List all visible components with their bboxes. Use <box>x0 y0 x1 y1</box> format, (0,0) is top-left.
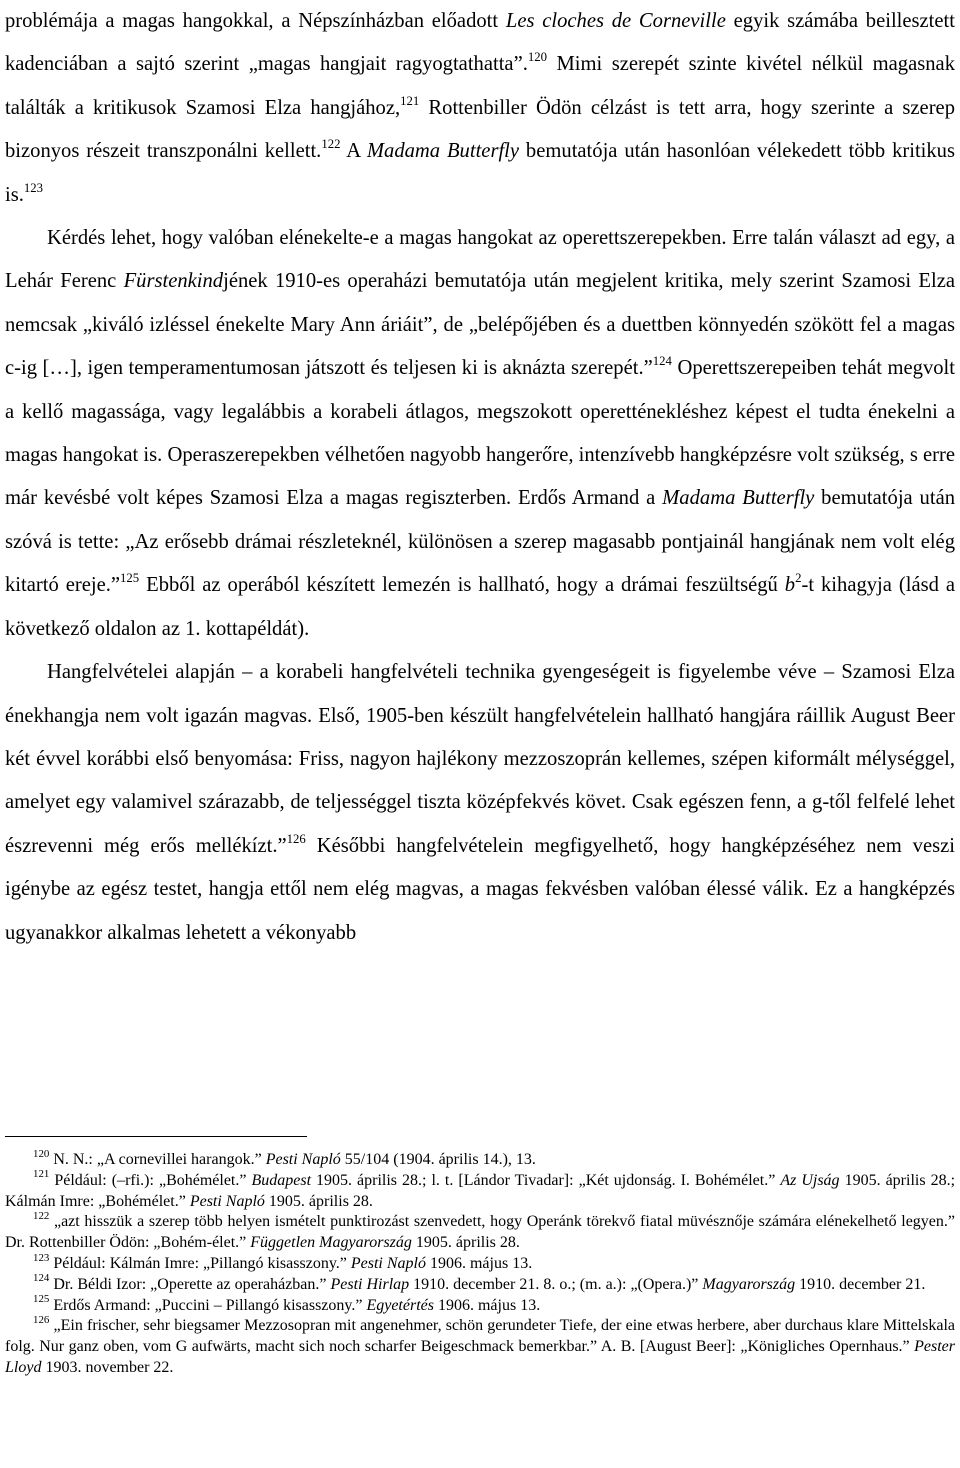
work-title: Madama Butterfly <box>366 140 520 163</box>
source-title: Egyetértés <box>366 1296 434 1314</box>
footnote-separator <box>5 1136 307 1137</box>
footnote-number: 125 <box>33 1293 50 1306</box>
octave-superscript: 2 <box>795 571 802 586</box>
source-title: Magyarország <box>702 1275 796 1293</box>
text-run: bemutatója után szóvá is tette: „Az erősebb drámai részleteknél, különösen a szerep magasabb pontjainál hangjának nem volt elég kitartó ereje.” <box>5 487 956 597</box>
footnote-ref-126[interactable]: 126 <box>286 831 306 846</box>
footnote-ref-122[interactable]: 122 <box>321 137 341 152</box>
footnote-123 <box>5 1251 955 1275</box>
footnote-121 <box>5 1168 956 1213</box>
text-run: 1903. november 22. <box>41 1358 174 1376</box>
footnote-number: 120 <box>33 1147 50 1160</box>
text-run: Ebből az operából készített lemezén is hallható, hogy a drámai feszültségű <box>139 574 785 597</box>
footnote-124 <box>5 1272 955 1296</box>
text-run: 1905. április 28.; Kálmán Imre: „Bohémélet.” <box>5 1171 956 1210</box>
body-text <box>5 0 955 955</box>
note-name: b <box>784 574 796 597</box>
paragraph-2 <box>5 217 955 651</box>
source-title: Pesti Napló <box>350 1254 426 1272</box>
text-run: „Ein frischer, sehr biegsamer Mezzosopran mit angenehmer, schön gerundeter Tiefe, der eine etwas herbere, aber durchaus klare Mittelskala folg. Nur ganz oben, vom G aufwärts, macht sich noch scharfer Beigeschmack bemerkbar.” A. B. [August Beer]: „Königliches Opernhaus.” <box>5 1317 955 1356</box>
text-run: 1905. április 28. <box>264 1192 373 1210</box>
work-title: Les cloches de Corneville <box>505 10 726 32</box>
footnote-ref-121[interactable]: 121 <box>400 93 420 108</box>
text-run: 1906. május 13. <box>433 1296 541 1314</box>
source-title: Független Magyarország <box>250 1234 412 1252</box>
text-run: jének 1910-es operaházi bemutatója után megjelent kritika, mely szerint Szamosi Elza nemcsak „kiváló izléssel énekelte Mary Ann áriáit”, de „belépőjében és a duettben könnyedén szökött fel a magas c-ig […], igen temperamentumosan játszott és teljesen ki is aknázta szerepét.” <box>5 270 955 380</box>
footnote-number: 123 <box>33 1251 50 1264</box>
source-title: Az Ujság <box>780 1171 840 1189</box>
paragraph-1 <box>5 0 955 217</box>
text-run: 1906. május 13. <box>425 1254 533 1272</box>
text-run: Például: (–rfi.): „Bohémélet.” <box>49 1171 252 1189</box>
text-run: Operettszerepeiben tehát megvolt a kellő magassága, vagy legalábbis a korabeli átlagos, megszokott operetténekléshez képest el tudta énekelni a magas hangokat is. Operaszerepekben vélhetően nagyobb hangerőre, intenzívebb hangképzésre volt szükség, s erre már kevésbé volt képes Szamosi Elza a magas regiszterben. Erdős Armand a <box>5 357 955 510</box>
footnotes <box>5 1147 956 1379</box>
text-run: 1905. április 28.; l. t. [Lándor Tivadar]: „Két ujdonság. I. Bohémélet.” <box>311 1171 781 1189</box>
footnote-number: 126 <box>33 1313 50 1326</box>
source-title: Pesti Napló <box>265 1151 341 1168</box>
footnote-number: 122 <box>33 1209 50 1222</box>
footnote-number: 121 <box>33 1168 50 1181</box>
source-title: Budapest <box>251 1171 312 1189</box>
footnote-ref-123[interactable]: 123 <box>23 180 44 195</box>
text-run: -t kihagyja (lásd a következő oldalon az 1. kottapéldát). <box>5 574 956 640</box>
footnote-number: 124 <box>33 1272 50 1285</box>
text-run: problémája a magas hangokkal, a Népszínházban előadott <box>5 10 506 32</box>
footnote-126 <box>5 1313 955 1378</box>
source-title: Pesti Hirlap <box>330 1275 410 1293</box>
text-run: 55/104 (1904. április 14.), 13. <box>340 1151 536 1168</box>
text-run: N. N.: „A cornevillei harangok.” <box>49 1151 266 1168</box>
text-run: Kérdés lehet, hogy valóban elénekelte-e a magas hangokat az operettszerepekben. Erre talán választ ad egy, a Lehár Ferenc <box>5 227 955 293</box>
source-title: Pester Lloyd <box>5 1338 955 1376</box>
footnote-ref-125[interactable]: 125 <box>120 571 140 586</box>
text-run: Későbbi hangfelvételein megfigyelhető, hogy hangképzéséhez nem veszi igénybe az egész testet, hangja ettől nem elég magvas, a magas fekvésben valóban élessé válik. Ez a hangképzés ugyanakkor alkalmas lehetett a vékonyabb <box>5 834 955 944</box>
paragraph-3 <box>5 651 955 955</box>
footnote-120 <box>5 1147 955 1171</box>
source-title: Pesti Napló <box>189 1192 265 1210</box>
text-run: Erdős Armand: „Puccini – Pillangó kisasszony.” <box>49 1296 367 1314</box>
text-run: 1905. április 28. <box>411 1234 520 1252</box>
text-run: bemutatója után hasonlóan vélekedett több kritikus is. <box>5 140 955 206</box>
work-title: Madama Butterfly <box>662 487 815 510</box>
text-run: „azt hisszük a szerep több helyen ismételt punktirozást szenvedett, hogy Operánk törekvő fiatal müvésznője számára elénekelhető legyen.” Dr. Rottenbiller Ödön: „Bohém-élet.” <box>5 1213 955 1252</box>
text-run: Hangfelvételei alapján – a korabeli hangfelvételi technika gyengeségeit is figyelembe véve – Szamosi Elza énekhangja nem volt igazán magvas. Első, 1905-ben készült hangfelvételein hallható hangjára ráillik August Beer két évvel korábbi első benyomása: Friss, nagyon hajlékony mezzoszoprán kellemes, szépen kiformált mélységgel, amelyet egy valamivel szárazabb, de teljességgel tiszta középfekvés követ. Csak egészen fenn, a g-től felfelé lehet észrevenni még erős mellékízt.” <box>5 661 955 857</box>
footnote-122 <box>5 1209 955 1254</box>
work-title: Fürstenkind <box>123 270 224 293</box>
text-run: 1910. december 21. <box>795 1275 926 1293</box>
text-run: Például: Kálmán Imre: „Pillangó kisasszony.” <box>49 1254 351 1272</box>
text-run: Rottenbiller Ödön célzást is tett arra, hogy szerinte a szerep bizonyos részeit transzponálni kellett. <box>5 96 955 163</box>
footnote-ref-120[interactable]: 120 <box>527 50 548 65</box>
footnote-125 <box>5 1293 955 1317</box>
text-run: Dr. Béldi Izor: „Operette az operaházban.” <box>49 1275 331 1293</box>
text-run: Mimi szerepét szinte kivétel nélkül magasnak találták a kritikusok Szamosi Elza hangjához, <box>5 53 955 119</box>
text-run: egyik számába beillesztett kadenciában a sajtó szerint „magas hangjait ragyogtathatta”. <box>5 10 955 76</box>
text-run: A <box>340 140 367 163</box>
footnote-ref-124[interactable]: 124 <box>652 354 672 369</box>
text-run: 1910. december 21. 8. o.; (m. a.): „(Opera.)” <box>409 1275 703 1293</box>
